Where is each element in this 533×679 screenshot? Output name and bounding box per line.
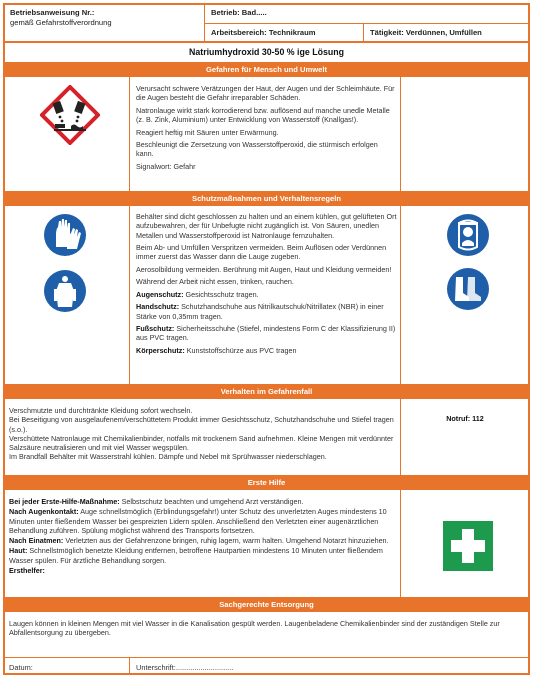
gefahren-text xyxy=(136,84,396,174)
first-aid-label: Nach Augenkontakt: xyxy=(9,507,79,517)
first-aid-item xyxy=(9,536,397,545)
section-heading-entsorgung: Sachgerechte Entsorgung xyxy=(5,597,528,612)
ppe-label: Handschutz: xyxy=(136,302,180,312)
column-divider xyxy=(400,399,401,475)
schutz-text xyxy=(136,212,398,358)
taetigkeit-field: Tätigkeit: Verdünnen, Umfüllen xyxy=(370,28,482,37)
paragraph: Bei Beseitigung von ausgelaufenem/verschüttetem Produkt immer Gesichtsschutz, Schutzhandschuhe und Stiefel tragen (s.o.). xyxy=(9,415,394,434)
betrieb-field: Betrieb: Bad..... xyxy=(211,8,267,17)
column-divider xyxy=(400,206,401,384)
signature-field: Unterschrift:............................ xyxy=(136,663,234,672)
paragraph: Verschüttete Natronlauge mit Chemikalienbinder, notfalls mit trockenem Sand aufnehmen. Kleine Mengen mit verdünnter Salzsäure neutralisieren und mit viel Wasser wegspülen. xyxy=(9,433,394,453)
face-shield-icon xyxy=(446,213,490,257)
ppe-item xyxy=(136,290,398,299)
entsorgung-text: Laugen können in kleinen Mengen mit viel Wasser in die Kanalisation gespült werden. Laugenbeladene Chemikalienbinder sind der zuständigen Stelle zur Abfallentsorgung zu übergeben. xyxy=(9,619,500,638)
ppe-text: Kunststoffschürze aus PVC tragen xyxy=(184,345,297,355)
instruction-number-label: Betriebsanweisung Nr.: xyxy=(10,8,95,17)
column-divider xyxy=(129,77,130,191)
ppe-text: Sicherheitsschuhe (Stiefel, mindestens Form C der Klassifizierung II) aus PVC tragen. xyxy=(136,324,396,343)
paragraph: Beschleunigt die Zersetzung von Wasserstoffperoxid, die stürmisch erfolgen kann. xyxy=(136,140,378,159)
ppe-label: Körperschutz: xyxy=(136,345,185,355)
gloves-icon xyxy=(43,213,87,257)
first-aid-item xyxy=(9,497,397,506)
first-aid-text: Schnellstmöglich benetzte Kleidung entfernen, betroffene Hautpartien mindestens 10 Minuten unter fließendem Wasser spülen. Für ärztliche Behandlung sorgen. xyxy=(9,546,383,565)
first-aid-item xyxy=(9,566,397,575)
header-divider xyxy=(363,23,364,41)
operating-instruction-sheet xyxy=(3,3,530,675)
ppe-label: Fußschutz: xyxy=(136,324,175,334)
signal-word: Signalwort: Gefahr xyxy=(136,161,196,171)
column-divider xyxy=(129,206,130,384)
first-aid-cross-icon xyxy=(443,521,493,571)
section-heading-schutz: Schutzmaßnahmen und Verhaltensregeln xyxy=(5,191,528,206)
first-aid-item xyxy=(9,507,397,535)
boots-icon xyxy=(446,267,490,311)
section-heading-gefahren: Gefahren für Mensch und Umwelt xyxy=(5,62,528,77)
ppe-item xyxy=(136,346,398,355)
legal-basis: gemäß Gefahrstoffverordnung xyxy=(10,18,112,27)
first-aid-item xyxy=(9,546,397,565)
column-divider xyxy=(400,77,401,191)
ppe-item xyxy=(136,324,398,343)
footer-divider xyxy=(129,657,130,673)
paragraph: Verschmutzte und durchtränkte Kleidung sofort wechseln. xyxy=(9,406,193,415)
first-aid-text: Selbstschutz beachten und umgehend Arzt verständigen. xyxy=(119,497,304,506)
first-aid-label: Haut: xyxy=(9,546,28,556)
emergency-number: Notruf: 112 xyxy=(446,414,484,423)
section-heading-erstehilfe: Erste Hilfe xyxy=(5,475,528,490)
ppe-label: Augenschutz: xyxy=(136,289,184,299)
column-divider xyxy=(400,490,401,597)
paragraph: Verursacht schwere Verätzungen der Haut, der Augen und der Schleimhäute. Für die Augen besteht die Gefahr irreparabler Schäden. xyxy=(136,84,395,103)
paragraph: Beim Ab- und Umfüllen Verspritzen vermeiden. Beim Auflösen oder Verdünnen immer zuerst das Wasser dann die Lauge zugeben. xyxy=(136,243,387,262)
paragraph: Reagiert heftig mit Säuren unter Erwärmung. xyxy=(136,127,279,137)
paragraph: Behälter sind dicht geschlossen zu halten und an einem kühlen, gut gelüfteten Ort aufzubewahren, der für Unbefugte nicht zugänglich ist. Von Säuren, unedlen Metallen und Wasserstoffperoxid ist Natronlauge fernzuhalten. xyxy=(136,212,397,240)
ghs-corrosive-icon xyxy=(40,85,100,145)
footer-divider xyxy=(5,657,528,658)
paragraph: Natronlauge wirkt stark korrodierend bzw. auflösend auf manche unedle Metalle (z. B. Zink, Aluminium) unter Entwicklung von Wasserstoff (Knallgas!). xyxy=(136,105,390,125)
section-heading-gefahrenfall: Verhalten im Gefahrenfall xyxy=(5,384,528,399)
ppe-item xyxy=(136,302,398,321)
paragraph: Während der Arbeit nicht essen, trinken, rauchen. xyxy=(136,277,294,287)
date-field: Datum: xyxy=(9,663,33,672)
arbeitsbereich-field: Arbeitsbereich: Technikraum xyxy=(211,28,316,37)
substance-title: Natriumhydroxid 30-50 % ige Lösung xyxy=(189,47,344,57)
first-aider-label: Ersthelfer: xyxy=(9,566,45,576)
first-aid-text: Verletzten aus der Gefahrenzone bringen, ruhig lagern, warm halten. Umgehend Notarzt hinzuziehen. xyxy=(63,536,389,546)
gefahrenfall-text xyxy=(9,406,397,462)
first-aid-label: Nach Einatmen: xyxy=(9,536,64,546)
first-aid-label: Bei jeder Erste-Hilfe-Maßnahme: xyxy=(9,497,120,506)
header-divider xyxy=(204,23,528,24)
apron-icon xyxy=(43,269,87,313)
paragraph: Aerosolbildung vermeiden. Berührung mit Augen, Haut und Kleidung vermeiden! xyxy=(136,264,392,274)
erstehilfe-text xyxy=(9,497,397,575)
first-aid-text: Auge schnellstmöglich (Erblindungsgefahr!) unter Schutz des unverletzten Auges mindestens 10 Minuten unter fließendem Wasser bei gespreizten Lidern spülen. Anschließend den Verletzten einer augenärztlichen Behandlung zuführen. Spülung möglichst während des Transports fortsetzen. xyxy=(9,507,387,535)
ppe-text: Gesichtsschutz tragen. xyxy=(183,289,259,299)
paragraph: Im Brandfall Behälter mit Wasserstrahl kühlen. Dämpfe und Nebel mit Sprühwasser niederschlagen. xyxy=(9,452,327,462)
ppe-text: Schutzhandschuhe aus Nitrilkautschuk/Nitrillatex (NBR) in einer Stärke von 0,35mm tragen. xyxy=(136,302,384,321)
